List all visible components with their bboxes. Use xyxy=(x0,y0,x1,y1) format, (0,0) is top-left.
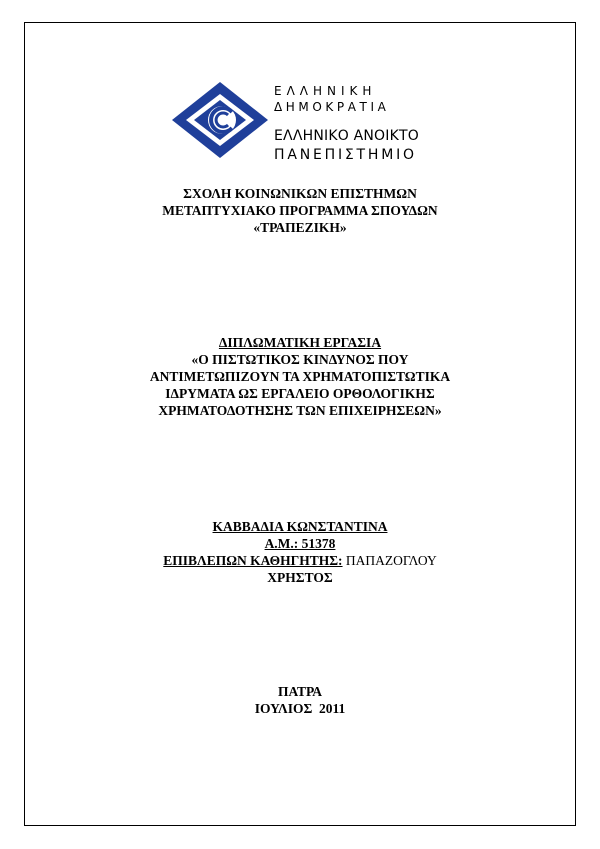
school-line1: ΣΧΟΛΗ ΚΟΙΝΩΝΙΚΩΝ ΕΠΙΣΤΗΜΩΝ xyxy=(183,186,417,201)
logo-line2: ΔΗΜΟΚΡΑΤΙΑ xyxy=(274,100,390,114)
supervisor-label: ΕΠΙΒΛΕΠΩΝ ΚΑΘΗΓΗΤΗΣ: xyxy=(163,553,343,568)
supervisor-surname: ΠΑΠΑΖΟΓΛΟΥ xyxy=(345,553,437,568)
logo-line1: ΕΛΛΗΝΙΚΗ xyxy=(274,84,377,98)
thesis-title-line: ΙΔΡΥΜΑΤΑ ΩΣ ΕΡΓΑΛΕΙΟ ΟΡΘΟΛΟΓΙΚΗΣ xyxy=(165,386,435,401)
author-name: ΚΑΒΒΑΔΙΑ ΚΩΝΣΤΑΝΤΙΝΑ xyxy=(212,519,388,534)
thesis-type: ΔΙΠΛΩΜΑΤΙΚΗ ΕΡΓΑΣΙΑ xyxy=(218,335,382,350)
student-id: Α.Μ.: 51378 xyxy=(264,536,336,551)
thesis-title-line: «Ο ΠΙΣΤΩΤΙΚΟΣ ΚΙΝΔΥΝΟΣ ΠΟΥ xyxy=(191,352,409,367)
date: ΙΟΥΛΙΟΣ 2011 xyxy=(254,701,346,716)
supervisor-line xyxy=(60,552,540,569)
supervisor-firstname: ΧΡΗΣΤΟΣ xyxy=(267,570,333,585)
program-line: ΜΕΤΑΠΤΥΧΙΑΚΟ ΠΡΟΓΡΑΜΜΑ ΣΠΟΥΔΩΝ xyxy=(162,203,438,218)
thesis-block xyxy=(60,334,540,419)
university-logo xyxy=(170,80,460,180)
thesis-title-line: ΑΝΤΙΜΕΤΩΠΙΖΟΥΝ ΤΑ ΧΡΗΜΑΤΟΠΙΣΤΩΤΙΚΑ xyxy=(149,369,451,384)
program-name: «ΤΡΑΠΕΖΙΚΗ» xyxy=(253,220,347,235)
footer-block xyxy=(60,683,540,717)
thesis-title-line: ΧΡΗΜΑΤΟΔΟΤΗΣΗΣ ΤΩΝ ΕΠΙΧΕΙΡΗΣΕΩΝ» xyxy=(158,403,442,418)
author-block xyxy=(60,518,540,586)
logo-line4: ΠΑΝΕΠΙΣΤΗΜΙΟ xyxy=(274,147,417,163)
school-block xyxy=(60,185,540,236)
eap-emblem-icon xyxy=(170,80,270,160)
city: ΠΑΤΡΑ xyxy=(278,684,322,699)
logo-line3: ΕΛΛΗΝΙΚΟ ΑΝΟΙΚΤΟ xyxy=(274,128,419,144)
